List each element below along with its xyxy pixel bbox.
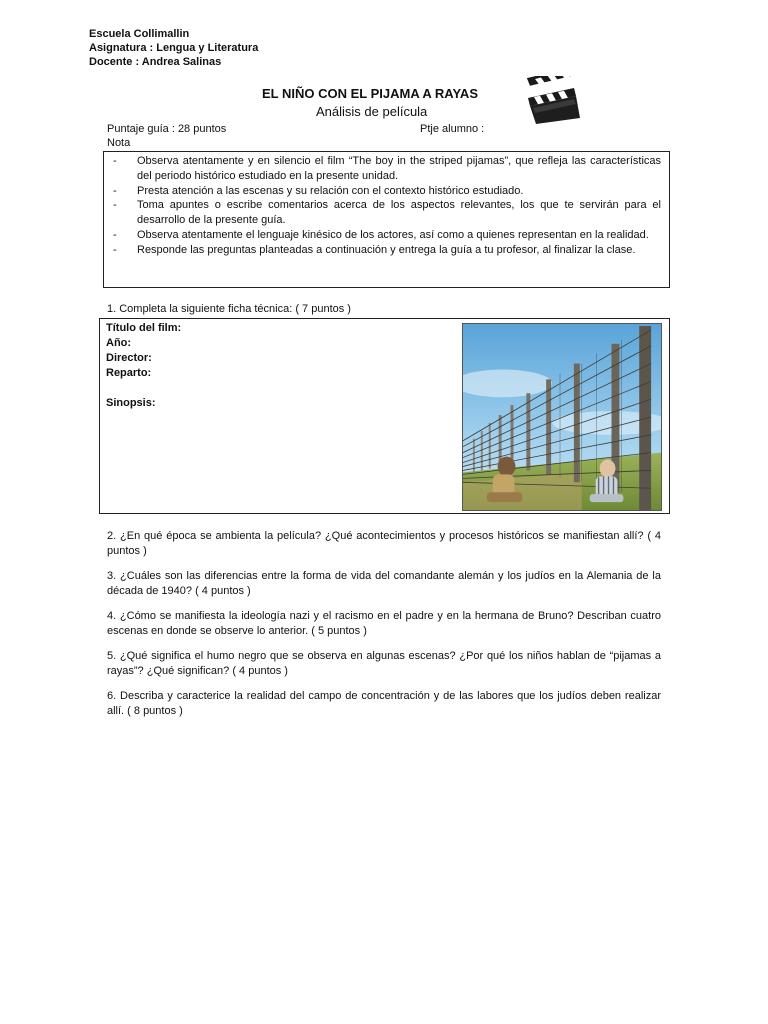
cast-label: Reparto: xyxy=(106,367,152,379)
question-2: 2. ¿En qué época se ambienta la película? ¿Qué acontecimientos y procesos históricos se manifiestan allí? ( 4 puntos ) xyxy=(107,530,661,557)
document-subtitle: Análisis de película xyxy=(316,104,428,119)
instruction-item: - Observa atentamente y en silencio el film “The boy in the striped pijamas”, que refleja las características del periodo histórico estudiado en la presente unidad. xyxy=(113,155,661,182)
question-5: 5. ¿Qué significa el humo negro que se observa en algunas escenas? ¿Por qué los niños hablan de “pijamas a rayas”? ¿Qué significan? ( 4 puntos ) xyxy=(107,650,661,677)
question-4: 4. ¿Cómo se manifiesta la ideología nazi y el racismo en el padre y en la hermana de Bruno? Describan cuatro escenas en donde se observe lo anterior. ( 5 puntos ) xyxy=(107,610,661,637)
instruction-item: - Responde las preguntas planteadas a continuación y entrega la guía a tu profesor, al finalizar la clase. xyxy=(113,243,636,256)
director-label: Director: xyxy=(106,352,152,364)
question-3: 3. ¿Cuáles son las diferencias entre la forma de vida del comandante alemán y los judíos en la Alemania de la década de 1940? ( 4 puntos ) xyxy=(107,570,661,597)
film-title-label: Título del film: xyxy=(106,322,182,334)
subject-name: Asignatura : Lengua y Literatura xyxy=(89,42,259,54)
instructions-box xyxy=(103,151,670,288)
instruction-item: - Toma apuntes o escribe comentarios acerca de los aspectos relevantes, los que te servirán para el desarrollo de la presente guía. xyxy=(113,199,661,227)
question-1: 1. Completa la siguiente ficha técnica: ( 7 puntos ) xyxy=(107,303,351,315)
question-6: 6. Describa y caracterice la realidad del campo de concentración y de las labores que los judíos deben realizar allí. ( 8 puntos ) xyxy=(107,690,661,717)
synopsis-label: Sinopsis: xyxy=(106,397,156,409)
guide-score: Puntaje guía : 28 puntos xyxy=(107,123,227,135)
instruction-item: - Observa atentamente el lenguaje kinésico de los actores, así como a quienes representan en la realidad. xyxy=(113,228,649,241)
school-name: Escuela Collimallin xyxy=(89,28,190,40)
film-clapperboard-icon xyxy=(524,76,584,126)
year-label: Año: xyxy=(106,337,132,349)
grade-label: Nota xyxy=(107,137,131,149)
teacher-name: Docente : Andrea Salinas xyxy=(89,56,222,68)
instruction-item: - Presta atención a las escenas y su relación con el contexto histórico estudiado. xyxy=(113,184,524,197)
school-header xyxy=(89,27,258,69)
document-title: EL NIÑO CON EL PIJAMA A RAYAS xyxy=(262,86,478,101)
student-score-label: Ptje alumno : xyxy=(420,123,485,135)
score-line xyxy=(107,122,667,136)
film-still-image xyxy=(462,323,662,511)
